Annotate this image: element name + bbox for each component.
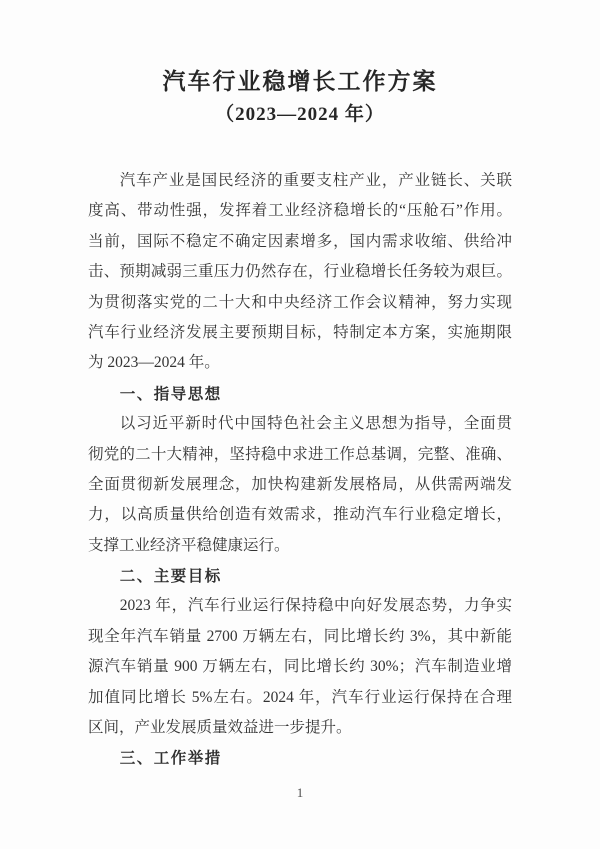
paragraph-line: 区间，产业发展质量效益进一步提升。 [88,719,352,737]
paragraph-line: 击、预期减弱三重压力仍然存在，行业稳增长任务较为艰巨。 [88,263,512,281]
paragraph-line: 为贯彻落实党的二十大和中央经济工作会议精神，努力实现 [88,293,512,311]
paragraph-line: 以习近平新时代中国特色社会主义思想为指导，全面贯 [119,415,512,433]
document-body [88,166,512,774]
paragraph-line: 汽车产业是国民经济的重要支柱产业，产业链长、关联 [119,172,512,189]
page-number: 1 [296,785,304,800]
paragraph-line: 现全年汽车销量 2700 万辆左右，同比增长约 3%，其中新能 [88,627,512,645]
paragraph-line: 加值同比增长 5%左右。2024 年，汽车行业运行保持在合理 [88,688,512,706]
paragraph-line: 全面贯彻新发展理念，加快构建新发展格局，从供需两端发 [88,475,512,493]
section-heading: 三、工作举措 [119,749,222,768]
section-heading: 一、指导思想 [119,384,222,403]
document-title: 汽车行业稳增长工作方案 [162,69,438,94]
document-subtitle: （2023—2024 年） [215,104,385,125]
paragraph-line: 汽车行业经济发展主要预期目标，特制定本方案，实施期限 [88,323,512,341]
section-heading: 二、主要目标 [119,567,222,586]
paragraph-line: 支撑工业经济平稳健康运行。 [88,536,290,554]
paragraph-line: 源汽车销量 900 万辆左右，同比增长约 30%；汽车制造业增 [88,658,512,676]
paragraph-line: 为 2023—2024 年。 [88,354,220,372]
paragraph-line: 力，以高质量供给创造有效需求，推动汽车行业稳定增长， [88,506,512,524]
paragraph-line: 彻党的二十大精神，坚持稳中求进工作总基调，完整、准确、 [88,445,512,463]
paragraph-line: 2023 年，汽车行业运行保持稳中向好发展态势，力争实 [119,597,512,615]
paragraph-line: 当前，国际不稳定不确定因素增多，国内需求收缩、供给冲 [88,232,512,250]
paragraph-line: 度高、带动性强，发挥着工业经济稳增长的“压舱石”作用。 [88,202,512,220]
